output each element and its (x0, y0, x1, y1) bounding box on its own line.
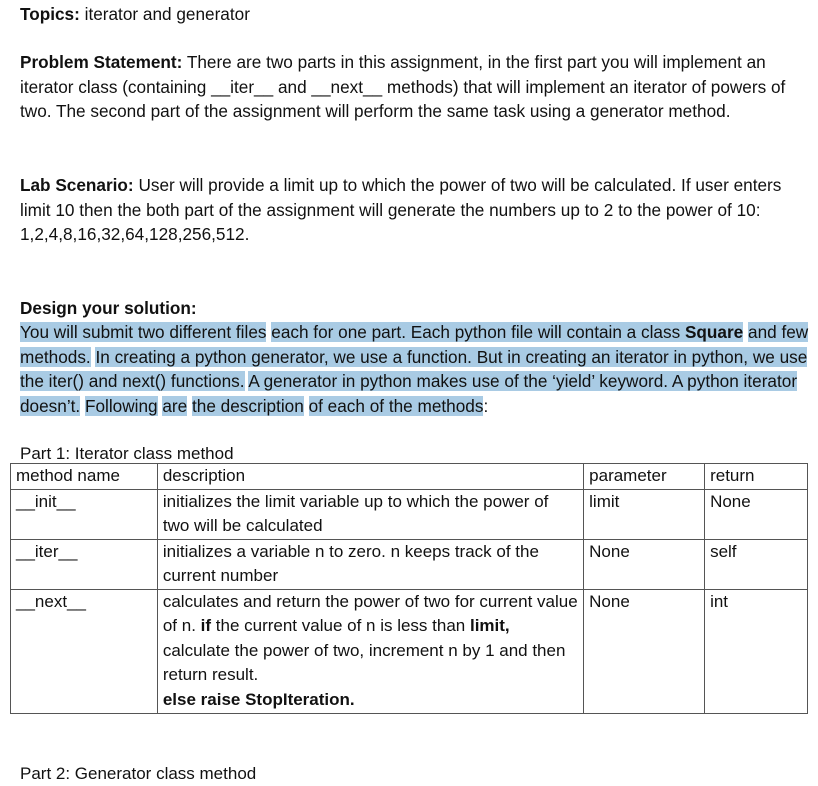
lab-label: Lab Scenario: (20, 175, 134, 195)
design-seg-17: : (483, 395, 489, 416)
topics-label: Topics: (20, 4, 80, 24)
header-method-name: method name (11, 464, 158, 490)
design-heading (20, 296, 810, 321)
cell-method-name: __init__ (11, 489, 158, 539)
design-seg-15 (304, 396, 309, 416)
desc-part-c: calculate the power of two, increment n by 1 and then return result. (162, 640, 566, 684)
header-parameter: parameter (584, 464, 705, 490)
cell-return: None (705, 489, 808, 539)
cell-description: initializes the limit variable up to which the power of two will be calculated (157, 489, 583, 539)
cell-parameter: limit (584, 489, 705, 539)
desc-else: else raise StopIteration. (162, 689, 355, 709)
problem-and: and (273, 76, 312, 97)
cell-description (157, 589, 583, 713)
problem-text-1: There are two parts in this assignment, in the first part you will implement an iterator class (containing (20, 52, 766, 97)
cell-description: initializes a variable n to zero. n keeps track of the current number (157, 539, 583, 589)
table-header-row (11, 464, 808, 490)
problem-text-2: methods) that will implement an iterator of powers of two. The second part of the assignment will perform the same task using a generator method. (20, 76, 786, 121)
desc-limit: limit, (469, 616, 510, 635)
design-seg-14: the description (192, 395, 304, 416)
methods-table (10, 463, 808, 714)
table-row (11, 539, 808, 589)
design-seg-1: You will submit two different files (20, 322, 267, 342)
design-square: Square (684, 322, 744, 342)
topics-text: iterator and generator (79, 4, 250, 24)
problem-label: Problem Statement: (20, 52, 183, 72)
header-description: description (157, 464, 583, 490)
problem-next: __next__ (311, 76, 383, 97)
topics-line (20, 2, 810, 27)
design-seg-6: In creating a python generator, we use a function. But in creating an iterator in python, we use the iter() and next() functions. (20, 346, 808, 391)
table-row (11, 589, 808, 713)
header-return: return (705, 464, 808, 490)
design-seg-8: A generator in python makes use of the ‘yield’ keyword. A python iterator doesn’t. (20, 371, 798, 416)
part2-caption: Part 2: Generator class method (20, 764, 257, 783)
problem-iter: __iter__ (211, 76, 274, 97)
lab-scenario (20, 173, 810, 247)
design-paragraph (20, 320, 810, 418)
design-seg-12: are (162, 395, 188, 416)
desc-part-a: calculates and return the power of two for current value of n. (162, 591, 578, 635)
cell-method-name: __next__ (11, 589, 158, 713)
design-heading-text: Design your solution: (20, 298, 197, 318)
design-seg-10: Following (84, 395, 158, 416)
desc-if: if (200, 616, 212, 635)
design-seg-3: each for one part. Each python file will contain a class (271, 322, 685, 342)
cell-return: int (705, 589, 808, 713)
cell-method-name: __iter__ (11, 539, 158, 589)
lab-text: User will provide a limit up to which the power of two will be calculated. If user enters limit 10 then the both part of the assignment will generate the numbers up to 2 to the power of 10: 1,2,4,8,16,32,64,128,256,512. (20, 175, 782, 244)
design-seg-4: and few methods. (20, 322, 809, 367)
cell-parameter: None (584, 589, 705, 713)
table-row (11, 489, 808, 539)
desc-part-b: the current value of n is less than (211, 616, 470, 635)
part1-caption: Part 1: Iterator class method (20, 444, 234, 463)
cell-return: self (705, 539, 808, 589)
cell-parameter: None (584, 539, 705, 589)
problem-statement (20, 50, 810, 124)
design-seg-16: of each of the methods (308, 395, 484, 416)
